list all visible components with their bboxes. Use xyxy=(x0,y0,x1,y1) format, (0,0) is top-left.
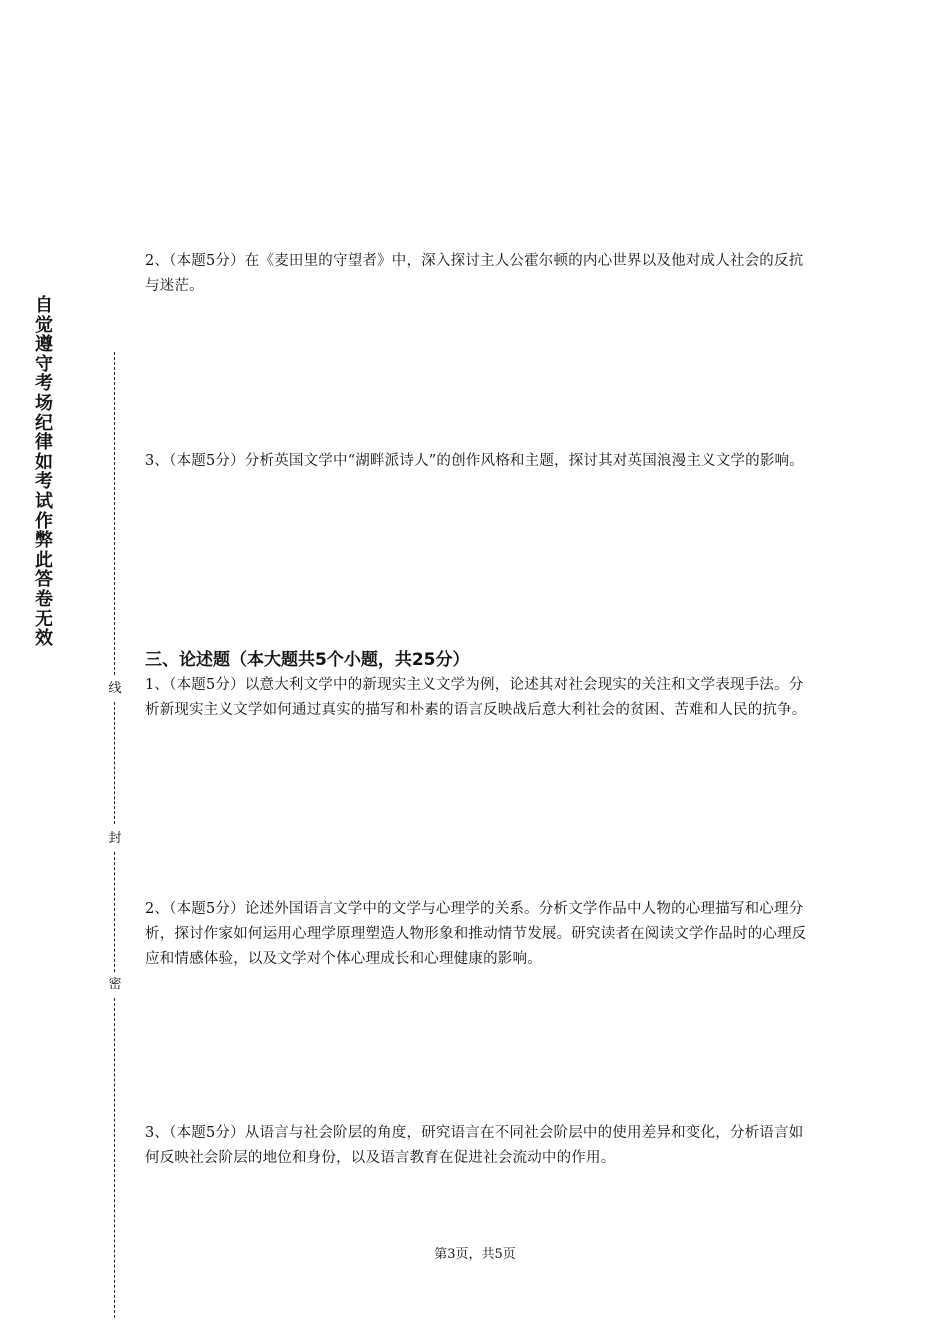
essay-question-2-text: 2、（本题5分）论述外国语言文学中的文学与心理学的关系。分析文学作品中人物的心理描写和心理分析，探讨作家如何运用心理学原理塑造人物形象和推动情节发展。研究读者在阅读文学作品时的心理反应和情感体验，以及文学对个体心理成长和心理健康的影响。 xyxy=(145,901,807,967)
binding-dashed-line xyxy=(114,702,115,824)
binding-mark-xian: 线 xyxy=(108,681,122,696)
binding-dashed-line xyxy=(114,352,115,675)
page-number: 第3页，共5页 xyxy=(434,1247,516,1262)
binding-warning: 自觉遵守考场纪律如考试作弊此答卷无效 xyxy=(35,295,53,650)
essay-question-3-text: 3、（本题5分）从语言与社会阶层的角度，研究语言在不同社会阶层中的使用差异和变化，分析语言如何反映社会阶层的地位和身份，以及语言教育在促进社会流动中的作用。 xyxy=(145,1125,804,1166)
binding-dashed-line xyxy=(114,852,115,972)
question-3-text: 3、（本题5分）分析英国文学中“湖畔派诗人”的创作风格和主题，探讨其对英国浪漫主义文学的影响。 xyxy=(145,453,804,469)
binding-mark-feng: 封 xyxy=(108,831,122,846)
binding-dashed-line xyxy=(114,998,115,1318)
essay-question-1-text: 1、（本题5分）以意大利文学中的新现实主义文学为例，论述其对社会现实的关注和文学表现手法。分析新现实主义文学如何通过真实的描写和朴素的语言反映战后意大利社会的贫困、苦难和人民的抗争。 xyxy=(145,677,807,718)
question-2-text: 2、（本题5分）在《麦田里的守望者》中，深入探讨主人公霍尔顿的内心世界以及他对成人社会的反抗与迷茫。 xyxy=(145,253,804,294)
section-3-title: 三、论述题（本大题共5个小题，共25分） xyxy=(145,650,470,670)
binding-mark-mi: 密 xyxy=(108,977,122,992)
